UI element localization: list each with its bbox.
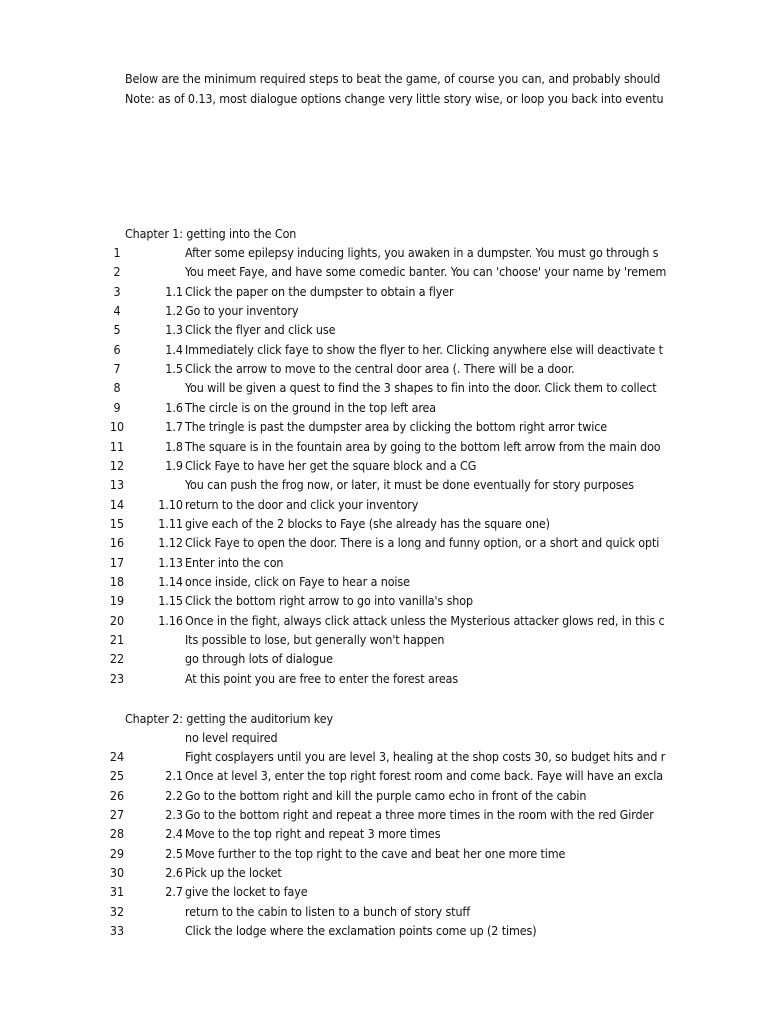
row-number: 4 [113,303,121,319]
row-number: 9 [113,399,121,415]
step-text: The tringle is past the dumpster area by clicking the bottom right arror twice [185,419,608,435]
step-text: give the locket to faye [185,884,308,900]
row-number: 22 [109,651,125,667]
row-number: 16 [109,535,125,551]
row-number: 12 [109,457,125,473]
step-number: 1.5 [165,361,183,377]
step-number: 1.8 [165,438,183,454]
step-text: Click the arrow to move to the central door area (. There will be a door. [185,361,575,377]
step-number: 1.1 [165,283,183,299]
step-text: Move further to the top right to the cave and beat her one more time [185,845,566,861]
step-text: The square is in the fountain area by going to the bottom left arrow from the main doo [185,438,661,454]
row-number: 24 [109,749,125,764]
chapter-1-title: Chapter 1: getting into the Con [125,226,297,241]
row-number: 32 [109,903,125,919]
row-number: 5 [113,322,121,338]
row-number: 23 [109,670,125,686]
row-number: 8 [113,380,121,396]
chapter-2-title: Chapter 2: getting the auditorium key [125,711,333,726]
step-number: 2.2 [165,787,183,803]
row-number: 26 [109,787,125,803]
step-text: The circle is on the ground in the top left area [185,399,437,415]
step-number: 2.1 [165,768,183,784]
row-number: 13 [109,477,125,493]
step-text: return to the cabin to listen to a bunch of story stuff [185,903,471,919]
step-text: After some epilepsy inducing lights, you awaken in a dumpster. You must go through s [185,245,659,260]
row-number: 19 [109,593,125,609]
step-number: 2.7 [165,884,183,900]
step-text: Immediately click faye to show the flyer to her. Clicking anywhere else will deactivate t [185,341,663,357]
row-number: 28 [109,826,125,842]
row-number: 29 [109,845,125,861]
step-number: 2.5 [165,845,183,861]
step-number: 1.13 [158,554,183,570]
row-number: 30 [109,865,125,881]
step-number: 1.14 [158,573,183,589]
step-text: give each of the 2 blocks to Faye (she already has the square one) [185,515,550,531]
step-number: 2.6 [165,865,183,881]
step-number: 1.3 [165,322,183,338]
step-text: Its possible to lose, but generally won't happen [185,632,445,647]
step-text: Click Faye to have her get the square block and a CG [185,457,477,473]
chapter-2-note: no level required [185,730,278,745]
row-number: 14 [109,496,125,512]
step-text: Enter into the con [185,554,284,570]
step-number: 1.4 [165,341,183,357]
step-text: Click the flyer and click use [185,322,336,338]
row-number: 10 [109,419,125,435]
row-number: 15 [109,515,125,531]
step-text: You will be given a quest to find the 3 shapes to fin into the door. Click them to collect [185,380,657,396]
row-number: 6 [113,341,121,357]
step-text: once inside, click on Faye to hear a noise [185,573,410,589]
step-text: Fight cosplayers until you are level 3, healing at the shop costs 30, so budget hits and r [185,749,666,764]
step-text: Go to the bottom right and kill the purple camo echo in front of the cabin [185,787,587,803]
row-number: 33 [109,923,125,939]
row-number: 1 [113,245,121,260]
step-number: 1.12 [158,535,183,551]
step-number: 1.11 [158,515,183,531]
step-text: Click the paper on the dumpster to obtain a flyer [185,283,454,299]
step-text: Move to the top right and repeat 3 more times [185,826,441,842]
step-text: Click the bottom right arrow to go into vanilla's shop [185,593,473,609]
row-number: 3 [113,283,121,299]
step-number: 2.3 [165,807,183,823]
row-number: 20 [109,612,125,628]
row-number: 11 [109,438,125,454]
row-number: 2 [113,264,121,280]
step-text: Go to the bottom right and repeat a three more times in the room with the red Girder [185,807,654,823]
step-number: 1.10 [158,496,183,512]
row-number: 27 [109,807,125,823]
step-text: Click Faye to open the door. There is a long and funny option, or a short and quick opti [185,535,660,551]
row-number: 17 [109,554,125,570]
step-number: 2.4 [165,826,183,842]
step-text: You meet Faye, and have some comedic banter. You can 'choose' your name by 'remem [185,264,667,280]
row-number: 18 [109,573,125,589]
intro-line-2: Note: as of 0.13, most dialogue options change very little story wise, or loop you back into eventu [125,91,664,106]
step-text: return to the door and click your inventory [185,496,419,512]
step-text: Pick up the locket [185,865,282,881]
row-number: 7 [113,361,121,377]
step-text: Go to your inventory [185,303,299,319]
step-text: go through lots of dialogue [185,651,333,667]
row-number: 31 [109,884,125,900]
step-text: Once at level 3, enter the top right forest room and come back. Faye will have an excla [185,768,663,784]
row-number: 25 [109,768,125,784]
row-number: 21 [109,632,125,647]
step-text: You can push the frog now, or later, it must be done eventually for story purposes [185,477,634,493]
intro-line-1: Below are the minimum required steps to beat the game, of course you can, and probably should [125,71,661,86]
step-number: 1.16 [158,612,183,628]
step-number: 1.2 [165,303,183,319]
step-number: 1.6 [165,399,183,415]
step-text: Once in the fight, always click attack unless the Mysterious attacker glows red, in this c [185,612,665,628]
step-number: 1.7 [165,419,183,435]
step-text: At this point you are free to enter the forest areas [185,670,459,686]
step-number: 1.9 [165,457,183,473]
step-text: Click the lodge where the exclamation points come up (2 times) [185,923,537,939]
step-number: 1.15 [158,593,183,609]
